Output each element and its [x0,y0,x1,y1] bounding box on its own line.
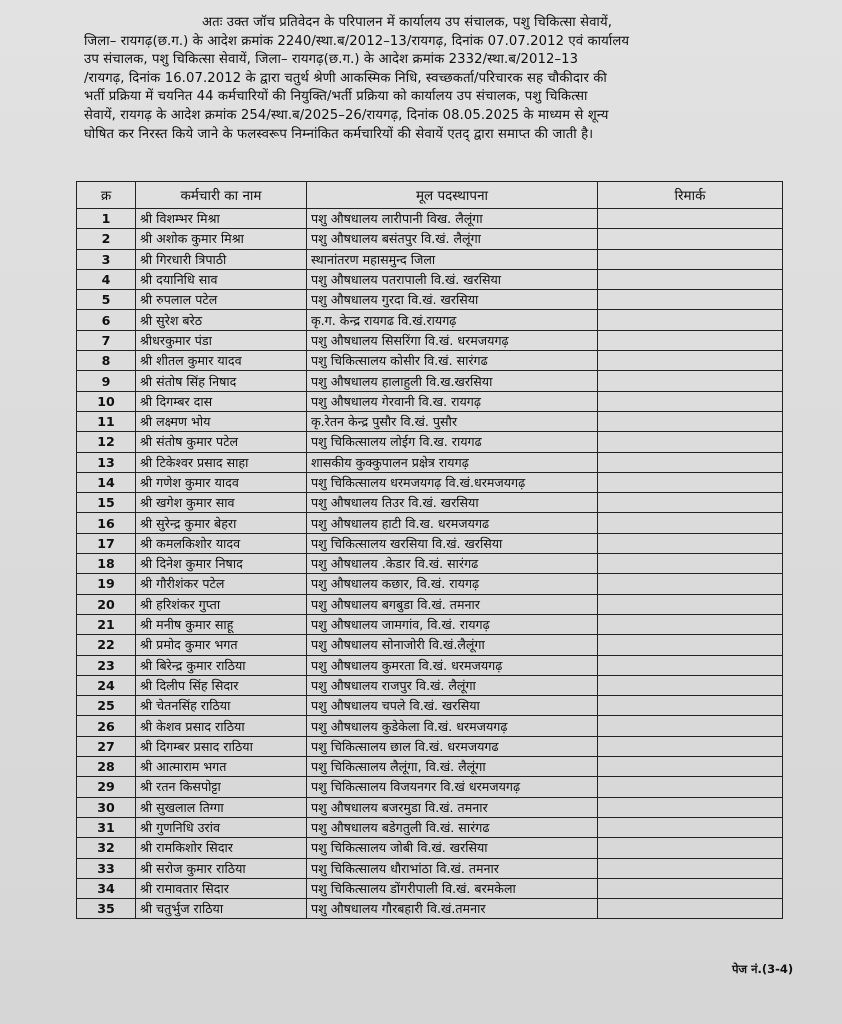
remark-cell [598,675,783,695]
name-cell: श्री चतुर्भुज राठिया [136,899,307,919]
name-cell: श्री सुखलाल तिग्गा [136,797,307,817]
remark-cell [598,554,783,574]
serial-cell: 15 [77,493,136,513]
serial-cell: 4 [77,269,136,289]
remark-cell [598,351,783,371]
name-cell: श्री हरिशंकर गुप्ता [136,594,307,614]
table-row [77,554,783,574]
table-row [77,513,783,533]
paragraph-line: भर्ती प्रक्रिया में चयनित 44 कर्मचारियों की नियुक्ति/भर्ती प्रक्रिया को कार्यालय उप संचालक, पशु चिकित्सा [84,89,588,105]
name-cell: श्री सुरेन्द्र कुमार बेहरा [136,513,307,533]
page-number: पेज नं.(3-4) [732,962,794,976]
name-cell: श्री कमलकिशोर यादव [136,533,307,553]
table-header-row [77,182,783,209]
table-row [77,899,783,919]
posting-cell: पशु औषधालय राजपुर वि.खं. लैलूंगा [307,675,598,695]
table-row [77,411,783,431]
remark-cell [598,533,783,553]
posting-cell: पशु चिकित्सालय जोबी वि.खं. खरसिया [307,838,598,858]
posting-cell: पशु औषधालय बडेगतुली वि.खं. सारंगढ [307,817,598,837]
table-row [77,736,783,756]
table-row [77,614,783,634]
header-employee-name: कर्मचारी का नाम [136,182,307,209]
table-row [77,269,783,289]
table-row [77,757,783,777]
order-paragraph [84,14,802,144]
serial-cell: 25 [77,696,136,716]
remark-cell [598,736,783,756]
header-serial: क्र [77,182,136,209]
serial-cell: 11 [77,411,136,431]
posting-cell: पशु औषधालय गेरवानी वि.ख. रायगढ़ [307,391,598,411]
remark-cell [598,229,783,249]
remark-cell [598,757,783,777]
serial-cell: 33 [77,858,136,878]
remark-cell [598,249,783,269]
table-row [77,493,783,513]
remark-cell [598,696,783,716]
table-row [77,290,783,310]
posting-cell: पशु औषधालय तिउर वि.खं. खरसिया [307,493,598,513]
table-row [77,472,783,492]
posting-cell: पशु चिकित्सालय कोसीर वि.खं. सारंगढ [307,351,598,371]
posting-cell: पशु औषधालय कछार, वि.खं. रायगढ़ [307,574,598,594]
posting-cell: स्थानांतरण महासमुन्द जिला [307,249,598,269]
name-cell: श्री गुणनिधि उरांव [136,817,307,837]
serial-cell: 23 [77,655,136,675]
remark-cell [598,411,783,431]
remark-cell [598,371,783,391]
name-cell: श्री खगेश कुमार साव [136,493,307,513]
table-row [77,655,783,675]
paragraph-line: सेवायें, रायगढ़ के आदेश क्रमांक 254/स्था.ब/2025–26/रायगढ़, दिनांक 08.05.2025 के माध्यम से शून्य [84,107,609,123]
serial-cell: 28 [77,757,136,777]
serial-cell: 12 [77,432,136,452]
posting-cell: पशु चिकित्सालय खरसिया वि.खं. खरसिया [307,533,598,553]
table-row [77,533,783,553]
remark-cell [598,878,783,898]
table-row [77,838,783,858]
name-cell: श्रीधरकुमार पंडा [136,330,307,350]
name-cell: श्री शीतल कुमार यादव [136,351,307,371]
remark-cell [598,777,783,797]
posting-cell: पशु चिकित्सालय धौराभांठा वि.खं. तमनार [307,858,598,878]
remark-cell [598,513,783,533]
remark-cell [598,899,783,919]
remark-cell [598,574,783,594]
paragraph-line: जिला– रायगढ़(छ.ग.) के आदेश क्रमांक 2240/स्था.ब/2012–13/रायगढ़, दिनांक 07.07.2012 एवं कार्यालय [84,33,630,49]
remark-cell [598,838,783,858]
name-cell: श्री रामकिशोर सिदार [136,838,307,858]
table-row [77,391,783,411]
table-row [77,351,783,371]
serial-cell: 8 [77,351,136,371]
remark-cell [598,858,783,878]
name-cell: श्री टिकेश्वर प्रसाद साहा [136,452,307,472]
name-cell: श्री दयानिधि साव [136,269,307,289]
table-row [77,574,783,594]
name-cell: श्री गिरधारी त्रिपाठी [136,249,307,269]
table-row [77,635,783,655]
posting-cell: पशु औषधालय बजरमुडा वि.खं. तमनार [307,797,598,817]
name-cell: श्री प्रमोद कुमार भगत [136,635,307,655]
posting-cell: शासकीय कुक्कुपालन प्रक्षेत्र रायगढ़ [307,452,598,472]
table-row [77,249,783,269]
name-cell: श्री दिगम्बर दास [136,391,307,411]
serial-cell: 19 [77,574,136,594]
table-row [77,777,783,797]
serial-cell: 2 [77,229,136,249]
name-cell: श्री लक्ष्मण भोय [136,411,307,431]
name-cell: श्री विशम्भर मिश्रा [136,209,307,229]
name-cell: श्री दिलीप सिंह सिदार [136,675,307,695]
posting-cell: पशु औषधालय सिसरिंगा वि.खं. धरमजयगढ़ [307,330,598,350]
remark-cell [598,655,783,675]
remark-cell [598,716,783,736]
serial-cell: 21 [77,614,136,634]
table-row [77,878,783,898]
name-cell: श्री केशव प्रसाद राठिया [136,716,307,736]
serial-cell: 35 [77,899,136,919]
name-cell: श्री आत्माराम भगत [136,757,307,777]
serial-cell: 34 [77,878,136,898]
name-cell: श्री गौरीशंकर पटेल [136,574,307,594]
name-cell: श्री दिगम्बर प्रसाद राठिया [136,736,307,756]
name-cell: श्री सरोज कुमार राठिया [136,858,307,878]
serial-cell: 13 [77,452,136,472]
serial-cell: 26 [77,716,136,736]
remark-cell [598,472,783,492]
posting-cell: पशु औषधालय पतरापाली वि.खं. खरसिया [307,269,598,289]
remark-cell [598,817,783,837]
posting-cell: पशु चिकित्सालय लैलूंगा, वि.खं. लैलूंगा [307,757,598,777]
serial-cell: 18 [77,554,136,574]
table-row [77,817,783,837]
table-row [77,716,783,736]
serial-cell: 29 [77,777,136,797]
serial-cell: 27 [77,736,136,756]
serial-cell: 20 [77,594,136,614]
posting-cell: पशु चिकित्सालय विजयनगर वि.खं धरमजयगढ़ [307,777,598,797]
paragraph-line: उप संचालक, पशु चिकित्सा सेवायें, जिला– रायगढ़(छ.ग.) के आदेश क्रमांक 2332/स्था.ब/2012–13 [84,52,579,68]
serial-cell: 1 [77,209,136,229]
name-cell: श्री सुरेश बरेठ [136,310,307,330]
header-remark: रिमार्क [598,182,783,209]
table-row [77,432,783,452]
table-row [77,371,783,391]
table-row [77,452,783,472]
posting-cell: पशु औषधालय हालाहुली वि.ख.खरसिया [307,371,598,391]
name-cell: श्री मनीष कुमार साहू [136,614,307,634]
remark-cell [598,635,783,655]
name-cell: श्री बिरेन्द्र कुमार राठिया [136,655,307,675]
posting-cell: कृ.ग. केन्द्र रायगढ वि.खं.रायगढ़ [307,310,598,330]
remark-cell [598,330,783,350]
table-row [77,229,783,249]
name-cell: श्री रतन किसपोट्टा [136,777,307,797]
table-body [77,209,783,919]
serial-cell: 24 [77,675,136,695]
posting-cell: पशु चिकित्सालय डोंगरीपाली वि.खं. बरमकेला [307,878,598,898]
table-row [77,209,783,229]
posting-cell: पशु औषधालय हाटी वि.ख. धरमजयगढ [307,513,598,533]
posting-cell: पशु औषधालय बसंतपुर वि.खं. लैलूंगा [307,229,598,249]
serial-cell: 14 [77,472,136,492]
remark-cell [598,310,783,330]
serial-cell: 16 [77,513,136,533]
serial-cell: 3 [77,249,136,269]
posting-cell: कृ.रेतन केन्द्र पुसौर वि.खं. पुसौर [307,411,598,431]
posting-cell: पशु औषधालय गुरदा वि.खं. खरसिया [307,290,598,310]
table-row [77,858,783,878]
paragraph-line: /रायगढ़, दिनांक 16.07.2012 के द्वारा चतुर्थ श्रेणी आकस्मिक निधि, स्वच्छकर्ता/परिचारक सह चौकीदार की [84,70,607,86]
table-row [77,675,783,695]
name-cell: श्री दिनेश कुमार निषाद [136,554,307,574]
name-cell: श्री संतोष कुमार पटेल [136,432,307,452]
name-cell: श्री रामावतार सिदार [136,878,307,898]
remark-cell [598,391,783,411]
paragraph-line: अतः उक्त जॉच प्रतिवेदन के परिपालन में कार्यालय उप संचालक, पशु चिकित्सा सेवायें, [202,15,612,30]
remark-cell [598,493,783,513]
remark-cell [598,594,783,614]
serial-cell: 17 [77,533,136,553]
remark-cell [598,209,783,229]
remark-cell [598,452,783,472]
table-row [77,594,783,614]
posting-cell: पशु औषधालय लारीपानी विख. लैलूंगा [307,209,598,229]
serial-cell: 31 [77,817,136,837]
posting-cell: पशु औषधालय कुमरता वि.खं. धरमजयगढ़ [307,655,598,675]
posting-cell: पशु औषधालय सोनाजोरी वि.खं.लैलूंगा [307,635,598,655]
posting-cell: पशु औषधालय कुडेकेला वि.खं. धरमजयगढ़ [307,716,598,736]
posting-cell: पशु औषधालय गौरबहारी वि.खं.तमनार [307,899,598,919]
serial-cell: 10 [77,391,136,411]
serial-cell: 5 [77,290,136,310]
serial-cell: 6 [77,310,136,330]
name-cell: श्री गणेश कुमार यादव [136,472,307,492]
table-row [77,330,783,350]
remark-cell [598,290,783,310]
table-row [77,310,783,330]
posting-cell: पशु औषधालय जामगांव, वि.खं. रायगढ़ [307,614,598,634]
remark-cell [598,269,783,289]
posting-cell: पशु चिकित्सालय धरमजयगढ़ वि.खं.धरमजयगढ़ [307,472,598,492]
table-row [77,797,783,817]
serial-cell: 7 [77,330,136,350]
posting-cell: पशु औषधालय बगबुडा वि.खं. तमनार [307,594,598,614]
posting-cell: पशु औषधालय .केडार वि.खं. सारंगढ [307,554,598,574]
name-cell: श्री रुपलाल पटेल [136,290,307,310]
serial-cell: 32 [77,838,136,858]
name-cell: श्री अशोक कुमार मिश्रा [136,229,307,249]
posting-cell: पशु चिकित्सालय लोईग वि.ख. रायगढ [307,432,598,452]
header-original-posting: मूल पदस्थापना [307,182,598,209]
remark-cell [598,432,783,452]
posting-cell: पशु चिकित्सालय छाल वि.खं. धरमजयगढ [307,736,598,756]
posting-cell: पशु औषधालय चपले वि.खं. खरसिया [307,696,598,716]
paragraph-line: घोषित कर निरस्त किये जाने के फलस्वरूप निम्नांकित कर्मचारियों की सेवायें एतद् द्वारा समाप्त की जाती है। [84,126,594,142]
employee-table [76,181,783,919]
remark-cell [598,614,783,634]
serial-cell: 9 [77,371,136,391]
serial-cell: 22 [77,635,136,655]
table-row [77,696,783,716]
serial-cell: 30 [77,797,136,817]
name-cell: श्री संतोष सिंह निषाद [136,371,307,391]
name-cell: श्री चेतनसिंह राठिया [136,696,307,716]
remark-cell [598,797,783,817]
